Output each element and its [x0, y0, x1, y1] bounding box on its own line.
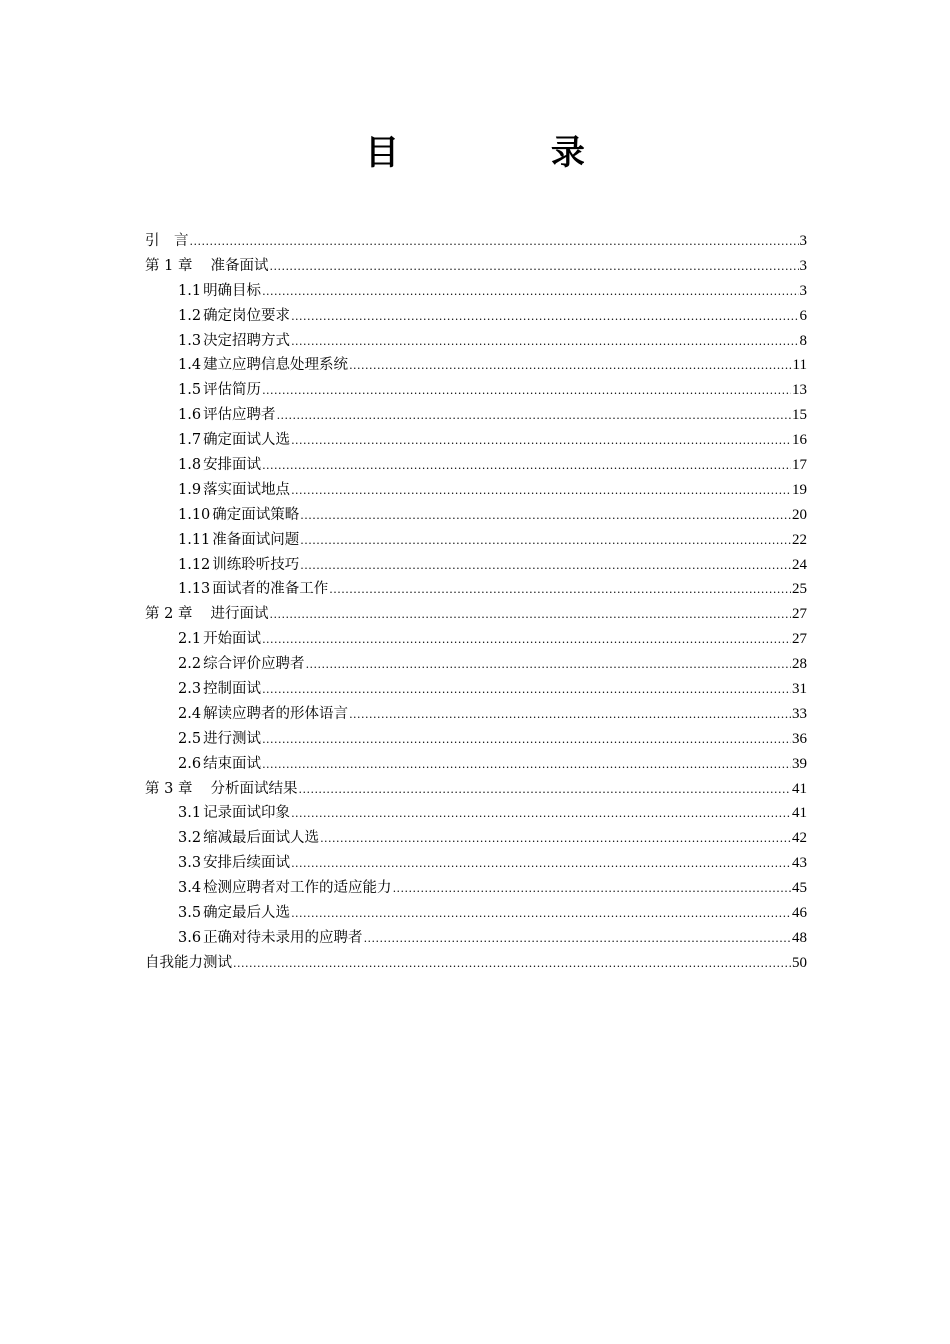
- toc-entry[interactable]: [145, 378, 807, 403]
- toc-dot-leader: [300, 504, 791, 529]
- toc-entry-number: 1.10: [178, 506, 211, 523]
- toc-entry-text: 结束面试: [203, 755, 262, 772]
- toc-page-number: 22: [792, 531, 807, 548]
- toc-entry-number: 3.4: [178, 880, 202, 897]
- toc-entry-number: 第 1 章: [145, 257, 193, 274]
- toc-entry[interactable]: [145, 478, 807, 503]
- toc-entry-text: 评估应聘者: [203, 407, 276, 424]
- toc-dot-leader: [269, 603, 791, 628]
- toc-entry-text: 控制面试: [203, 681, 262, 698]
- toc-entry-number: 3.1: [178, 805, 202, 822]
- toc-page-number: 11: [792, 357, 807, 374]
- toc-entry-number: 2.5: [178, 730, 202, 747]
- toc-dot-leader: [306, 653, 791, 678]
- toc-entry-text: 自我能力测试: [145, 954, 232, 971]
- toc-entry-text: 安排后续面试: [203, 855, 291, 872]
- toc-entry-text: 确定最后人选: [203, 905, 291, 922]
- toc-dot-leader: [233, 952, 791, 977]
- toc-page-number: 31: [792, 681, 807, 698]
- toc-entry-text: 确定面试策略: [212, 506, 300, 523]
- toc-page-number: 16: [792, 432, 807, 449]
- toc-entry-label: [178, 702, 348, 727]
- toc-dot-leader: [262, 728, 791, 753]
- toc-dot-leader: [298, 778, 791, 803]
- toc-entry-label: [178, 279, 261, 304]
- toc-entry[interactable]: [145, 801, 807, 826]
- toc-entry-number: 1.11: [178, 531, 211, 548]
- toc-entry-number: 1.1: [178, 282, 202, 299]
- toc-entry-number: 第 2 章: [145, 606, 193, 623]
- toc-entry-text: 明确目标: [203, 282, 262, 299]
- toc-entry-label: [178, 752, 261, 777]
- toc-entry-text: 正确对待未录用的应聘者: [203, 929, 363, 946]
- toc-dot-leader: [262, 379, 791, 404]
- toc-page-number: 3: [799, 233, 807, 249]
- toc-dot-leader: [262, 678, 791, 703]
- toc-entry-label: [145, 602, 268, 627]
- toc-entry-text: 引 言: [145, 233, 189, 249]
- toc-entry[interactable]: [145, 702, 807, 727]
- toc-dot-leader: [277, 404, 791, 429]
- toc-entry-label: [178, 553, 299, 578]
- toc-dot-leader: [262, 753, 791, 778]
- toc-dot-leader: [329, 578, 791, 603]
- toc-entry-number: 1.7: [178, 432, 202, 449]
- toc-entry[interactable]: [145, 652, 807, 677]
- toc-entry-label: [145, 777, 297, 802]
- toc-entry-label: [178, 652, 305, 677]
- toc-entry-label: [145, 229, 189, 254]
- toc-entry-number: 1.9: [178, 481, 202, 498]
- toc-page-number: 6: [799, 307, 807, 324]
- toc-dot-leader: [300, 529, 791, 554]
- toc-entry-label: [178, 627, 261, 652]
- toc-dot-leader: [364, 927, 791, 952]
- toc-dot-leader: [262, 628, 791, 653]
- toc-page-number: 45: [792, 880, 807, 897]
- toc-page-number: 41: [792, 780, 807, 797]
- toc-dot-leader: [291, 902, 791, 927]
- toc-entry[interactable]: [145, 229, 807, 254]
- toc-entry-text: 评估简历: [203, 382, 262, 399]
- toc-page-number: 8: [799, 332, 807, 349]
- toc-entry-label: [145, 254, 268, 279]
- toc-entry-number: 1.13: [178, 581, 211, 598]
- toc-entry[interactable]: [145, 901, 807, 926]
- toc-entry-label: [178, 801, 290, 826]
- toc-entry-text: 决定招聘方式: [203, 332, 291, 349]
- toc-entry[interactable]: [145, 553, 807, 578]
- toc-entry-text: 准备面试: [210, 257, 269, 274]
- toc-entry-label: [178, 428, 290, 453]
- toc-dot-leader: [262, 454, 791, 479]
- toc-entry[interactable]: [145, 279, 807, 304]
- toc-entry-text: 建立应聘信息处理系统: [203, 357, 349, 374]
- table-of-contents: [145, 229, 807, 976]
- toc-entry-number: 3.6: [178, 929, 202, 946]
- toc-entry-label: [178, 876, 392, 901]
- toc-dot-leader: [349, 703, 791, 728]
- toc-entry-label: [178, 926, 363, 951]
- toc-entry-number: 3.2: [178, 830, 202, 847]
- toc-page-number: 13: [792, 382, 807, 399]
- toc-dot-leader: [291, 852, 791, 877]
- toc-dot-leader: [291, 429, 791, 454]
- toc-entry[interactable]: [145, 851, 807, 876]
- toc-entry-label: [178, 304, 290, 329]
- toc-page-number: 25: [792, 581, 807, 598]
- toc-entry-number: 2.2: [178, 656, 202, 673]
- toc-entry[interactable]: [145, 428, 807, 453]
- toc-entry-label: [178, 901, 290, 926]
- toc-page-number: 27: [792, 631, 807, 648]
- toc-entry-label: [178, 503, 299, 528]
- toc-entry-label: [178, 826, 319, 851]
- toc-entry-text: 准备面试问题: [212, 531, 300, 548]
- toc-entry-number: 3.3: [178, 855, 202, 872]
- toc-dot-leader: [262, 280, 798, 305]
- toc-entry[interactable]: [145, 304, 807, 329]
- toc-dot-leader: [393, 877, 791, 902]
- toc-entry-label: [178, 329, 290, 354]
- toc-page-number: 36: [792, 730, 807, 747]
- toc-dot-leader: [349, 354, 791, 379]
- toc-entry-text: 确定岗位要求: [203, 307, 291, 324]
- toc-page-number: 41: [792, 805, 807, 822]
- toc-entry-label: [178, 727, 261, 752]
- toc-entry-text: 面试者的准备工作: [212, 581, 329, 598]
- toc-entry[interactable]: [145, 752, 807, 777]
- toc-entry-label: [178, 378, 261, 403]
- toc-entry[interactable]: [145, 777, 807, 802]
- toc-entry-label: [145, 951, 232, 976]
- toc-entry-number: 1.6: [178, 407, 202, 424]
- toc-entry[interactable]: [145, 503, 807, 528]
- toc-dot-leader: [291, 479, 791, 504]
- toc-entry-label: [178, 528, 299, 553]
- toc-entry-number: 2.1: [178, 631, 202, 648]
- toc-entry-number: 2.4: [178, 705, 202, 722]
- toc-entry[interactable]: [145, 926, 807, 951]
- toc-page-number: 24: [792, 556, 807, 573]
- toc-entry-number: 1.3: [178, 332, 202, 349]
- toc-entry-text: 确定面试人选: [203, 432, 291, 449]
- toc-page-number: 46: [792, 905, 807, 922]
- toc-entry-number: 2.6: [178, 755, 202, 772]
- toc-page-number: 3: [799, 282, 807, 299]
- toc-page-number: 27: [792, 606, 807, 623]
- toc-entry-text: 缩减最后面试人选: [203, 830, 320, 847]
- toc-entry-text: 记录面试印象: [203, 805, 291, 822]
- toc-entry[interactable]: [145, 627, 807, 652]
- toc-dot-leader: [190, 230, 799, 255]
- toc-dot-leader: [300, 554, 791, 579]
- toc-entry-label: [178, 478, 290, 503]
- toc-entry-number: 1.2: [178, 307, 202, 324]
- toc-entry[interactable]: [145, 677, 807, 702]
- toc-dot-leader: [320, 827, 791, 852]
- toc-entry[interactable]: [145, 577, 807, 602]
- toc-page-number: 42: [792, 830, 807, 847]
- toc-entry[interactable]: [145, 876, 807, 901]
- toc-entry-text: 进行面试: [210, 606, 269, 623]
- toc-entry-label: [178, 577, 328, 602]
- toc-entry-number: 第 3 章: [145, 780, 193, 797]
- toc-entry[interactable]: [145, 329, 807, 354]
- toc-entry-label: [178, 453, 261, 478]
- toc-entry-number: 3.5: [178, 905, 202, 922]
- toc-entry-number: 1.4: [178, 357, 202, 374]
- toc-entry-text: 训练聆听技巧: [212, 556, 300, 573]
- toc-entry[interactable]: [145, 254, 807, 279]
- toc-entry[interactable]: [145, 602, 807, 627]
- toc-page-number: 50: [792, 954, 807, 971]
- toc-entry-text: 分析面试结果: [210, 780, 298, 797]
- toc-entry-text: 进行测试: [203, 730, 262, 747]
- toc-entry-text: 开始面试: [203, 631, 262, 648]
- toc-page-number: 28: [792, 656, 807, 673]
- toc-dot-leader: [269, 255, 798, 280]
- toc-title: 目 录: [365, 133, 655, 173]
- toc-dot-leader: [291, 802, 791, 827]
- toc-entry[interactable]: [145, 727, 807, 752]
- toc-entry[interactable]: [145, 826, 807, 851]
- toc-page-number: 33: [792, 705, 807, 722]
- toc-entry-number: 1.8: [178, 457, 202, 474]
- toc-page-number: 20: [792, 506, 807, 523]
- toc-entry[interactable]: [145, 453, 807, 478]
- toc-entry[interactable]: [145, 951, 807, 976]
- toc-entry-number: 1.12: [178, 556, 211, 573]
- toc-entry-text: 安排面试: [203, 457, 262, 474]
- toc-entry[interactable]: [145, 403, 807, 428]
- toc-dot-leader: [291, 305, 798, 330]
- toc-entry-text: 落实面试地点: [203, 481, 291, 498]
- toc-page-number: 17: [792, 457, 807, 474]
- toc-entry-number: 2.3: [178, 681, 202, 698]
- toc-page-number: 43: [792, 855, 807, 872]
- toc-entry-text: 解读应聘者的形体语言: [203, 705, 349, 722]
- toc-page-number: 48: [792, 929, 807, 946]
- toc-entry[interactable]: [145, 353, 807, 378]
- toc-page-number: 39: [792, 755, 807, 772]
- toc-dot-leader: [291, 330, 798, 355]
- toc-entry-label: [178, 851, 290, 876]
- toc-entry-label: [178, 353, 348, 378]
- toc-page-number: 19: [792, 481, 807, 498]
- toc-entry-label: [178, 403, 276, 428]
- toc-entry-label: [178, 677, 261, 702]
- toc-page-number: 15: [792, 407, 807, 424]
- toc-entry-text: 检测应聘者对工作的适应能力: [203, 880, 392, 897]
- toc-entry[interactable]: [145, 528, 807, 553]
- toc-entry-number: 1.5: [178, 382, 202, 399]
- toc-page-number: 3: [799, 257, 807, 274]
- toc-entry-text: 综合评价应聘者: [203, 656, 305, 673]
